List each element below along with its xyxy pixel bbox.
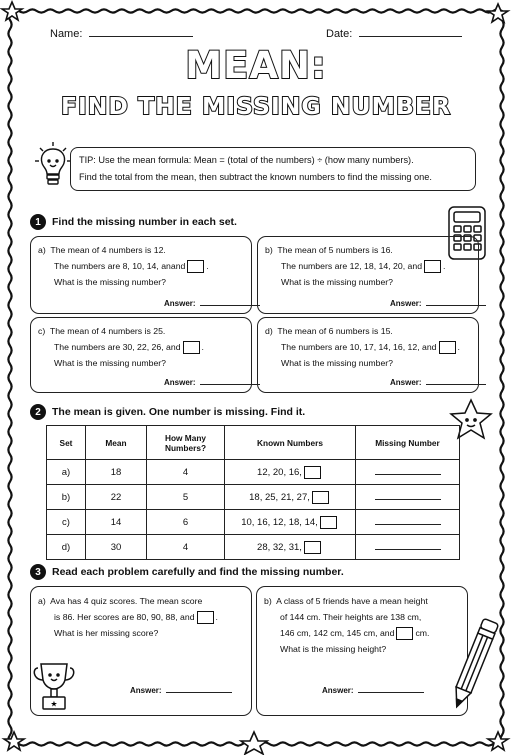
answer-line-1b[interactable] — [390, 297, 486, 308]
problem-letter: a) — [38, 245, 46, 255]
column-header-set: Set — [47, 426, 86, 460]
cell-missing[interactable] — [356, 510, 460, 535]
cell-known — [225, 460, 356, 485]
name-label: Name: — [50, 28, 83, 40]
problem-question: What is the missing number? — [54, 358, 167, 368]
cell-missing[interactable] — [356, 485, 460, 510]
cell-mean: 22 — [86, 485, 147, 510]
problem-question: What is her missing score? — [54, 628, 159, 638]
trophy-icon — [32, 660, 76, 716]
name-line — [89, 26, 193, 37]
tip-box — [70, 147, 476, 191]
cell-missing[interactable] — [356, 535, 460, 560]
tip-line-1: TIP: Use the mean formula: Mean = (total of the numbers) ÷ (how many numbers). — [79, 155, 414, 165]
missing-answer-line[interactable] — [375, 541, 441, 550]
page-title: MEAN: — [185, 44, 327, 87]
answer-box[interactable] — [197, 611, 214, 624]
problem-letter: d) — [265, 326, 273, 336]
cell-count: 6 — [147, 510, 225, 535]
problem-text: Ava has 4 quiz scores. The mean score — [50, 596, 203, 606]
answer-box[interactable] — [439, 341, 456, 354]
problem-question: What is the missing number? — [54, 277, 167, 287]
missing-answer-line[interactable] — [375, 466, 441, 475]
problem-letter: b) — [265, 245, 273, 255]
answer-box[interactable] — [304, 466, 321, 479]
problem-text: The mean of 6 numbers is 15. — [277, 326, 393, 336]
answer-box[interactable] — [396, 627, 413, 640]
answer-label: Answer: — [130, 686, 162, 695]
problem-letter: c) — [38, 326, 46, 336]
problem-1b-card: b) The mean of 5 numbers is 16. The numbers are 12, 18, 14, 20, and . What is the missing number? — [257, 236, 479, 314]
cell-set: a) — [47, 460, 86, 485]
cell-known — [225, 485, 356, 510]
cell-mean: 14 — [86, 510, 147, 535]
section-1-title: Find the missing number in each set. — [52, 216, 237, 228]
column-header-known: Known Numbers — [225, 426, 356, 460]
column-header-missing: Missing Number — [356, 426, 460, 460]
tip-line-2: Find the total from the mean, then subtract the known numbers to find the missing one. — [79, 172, 432, 182]
problem-text: A class of 5 friends have a mean height — [276, 596, 428, 606]
lightbulb-icon — [34, 140, 72, 192]
answer-line-1a[interactable] — [164, 297, 260, 308]
answer-label: Answer: — [164, 378, 196, 387]
cell-count: 4 — [147, 535, 225, 560]
section-3-number: 3 — [30, 564, 46, 580]
answer-line-3b[interactable] — [322, 684, 424, 695]
table-row — [47, 485, 460, 510]
cell-count: 4 — [147, 460, 225, 485]
section-3-title: Read each problem carefully and find the missing number. — [52, 566, 344, 578]
problem-question: What is the missing number? — [281, 358, 394, 368]
date-field[interactable] — [326, 26, 462, 40]
problem-3b-card — [256, 586, 468, 716]
problem-text: of 144 cm. Their heights are 138 cm, — [280, 612, 422, 622]
table-row — [47, 535, 460, 560]
answer-label: Answer: — [164, 299, 196, 308]
problem-text: The numbers are 10, 17, 14, 16, 12, and — [281, 342, 437, 352]
star-corner-top-right-icon — [488, 4, 508, 22]
name-field[interactable] — [50, 26, 193, 40]
problem-letter: b) — [264, 596, 272, 606]
cell-set: c) — [47, 510, 86, 535]
answer-label: Answer: — [390, 299, 422, 308]
known-numbers: 18, 25, 21, 27, — [249, 491, 310, 503]
star-corner-top-left-icon — [2, 2, 22, 20]
pencil-icon — [448, 612, 500, 716]
star-corner-bottom-right-icon — [488, 732, 508, 750]
answer-label: Answer: — [322, 686, 354, 695]
unit-text: cm. — [415, 628, 430, 638]
table-header-row — [47, 426, 460, 460]
problem-text: The numbers are 12, 18, 14, 20, and — [281, 261, 423, 271]
cell-mean: 30 — [86, 535, 147, 560]
answer-line-1c[interactable] — [164, 376, 260, 387]
problem-text: 146 cm, 142 cm, 145 cm, and — [280, 628, 395, 638]
cell-set: b) — [47, 485, 86, 510]
missing-answer-line[interactable] — [375, 516, 441, 525]
problem-1a-card: a) The mean of 4 numbers is 12. The numbers are 8, 10, 14, anand . What is the missing number? — [30, 236, 252, 314]
problem-text: The mean of 5 numbers is 16. — [277, 245, 393, 255]
section-2-heading — [30, 404, 305, 420]
answer-box[interactable] — [424, 260, 441, 273]
missing-number-table — [46, 425, 460, 560]
trophy-star-icon: ★ — [50, 699, 58, 709]
known-numbers: 28, 32, 31, — [257, 541, 302, 553]
cell-mean: 18 — [86, 460, 147, 485]
star-bottom-center-icon — [241, 732, 267, 754]
page-subtitle: FIND THE MISSING NUMBER — [60, 92, 452, 120]
problem-text: The numbers are 8, 10, 14, anand — [54, 261, 186, 271]
column-header-count: How Many Numbers? — [147, 426, 225, 460]
answer-box[interactable] — [320, 516, 337, 529]
cell-known — [225, 535, 356, 560]
problem-text: The mean of 4 numbers is 25. — [49, 326, 166, 336]
problem-letter: a) — [38, 596, 46, 606]
known-numbers: 10, 16, 12, 18, 14, — [241, 516, 318, 528]
answer-line-1d[interactable] — [390, 376, 486, 387]
known-numbers: 12, 20, 16, — [257, 466, 302, 478]
section-1-number: 1 — [30, 214, 46, 230]
problem-1c-card: c) The mean of 4 numbers is 25. The numbers are 30, 22, 26, and . What is the missing number? — [30, 317, 252, 393]
column-header-mean: Mean — [86, 426, 147, 460]
star-corner-bottom-left-icon — [4, 732, 24, 750]
problem-question: What is the missing number? — [281, 277, 394, 287]
answer-box[interactable] — [187, 260, 204, 273]
missing-answer-line[interactable] — [375, 491, 441, 500]
table-row — [47, 460, 460, 485]
problem-text: The numbers are 30, 22, 26, and — [54, 342, 181, 352]
section-1-heading — [30, 214, 237, 230]
cell-count: 5 — [147, 485, 225, 510]
answer-line-3a[interactable] — [130, 684, 232, 695]
section-2-title: The mean is given. One number is missing. Find it. — [52, 406, 306, 418]
cell-set: d) — [47, 535, 86, 560]
answer-box[interactable] — [312, 491, 329, 504]
problem-3a-card: a) Ava has 4 quiz scores. The mean score is 86. Her scores are 80, 90, 88, and . What is her missing score? — [30, 586, 252, 716]
answer-box[interactable] — [304, 541, 321, 554]
problem-1d-card: d) The mean of 6 numbers is 15. The numbers are 10, 17, 14, 16, 12, and . What is the missing number? — [257, 317, 479, 393]
answer-box[interactable] — [183, 341, 200, 354]
problem-text: The mean of 4 numbers is 12. — [50, 245, 166, 255]
problem-question: What is the missing height? — [280, 644, 387, 654]
section-2-number: 2 — [30, 404, 46, 420]
answer-label: Answer: — [390, 378, 422, 387]
date-label: Date: — [326, 28, 353, 40]
problem-text: is 86. Her scores are 80, 90, 88, and — [54, 612, 195, 622]
cell-known — [225, 510, 356, 535]
table-row — [47, 510, 460, 535]
cell-missing[interactable] — [356, 460, 460, 485]
date-line — [359, 26, 462, 37]
section-3-heading — [30, 564, 344, 580]
